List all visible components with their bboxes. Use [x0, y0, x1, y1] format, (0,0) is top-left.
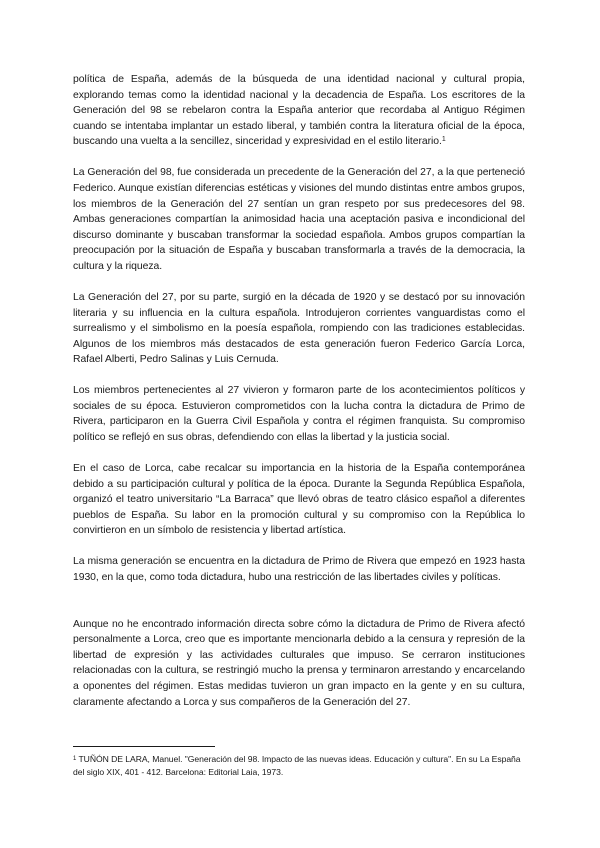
paragraph-generacion-27: La Generación del 27, por su parte, surgió en la década de 1920 y se destacó por su innovación literaria y su influencia en la cultura española. Introdujeron corrientes vanguardistas como el surrealismo y el simbolismo en la poesía española, rompiendo con las tradiciones establecidas. Algunos de los miembros más destacados de esta generación fueron Federico García Lorca, Rafael Alberti, Pedro Salinas y Luis Cernuda.	[73, 291, 525, 366]
body-text	[73, 72, 525, 710]
footnote	[73, 753, 525, 779]
footnote-marker: 1	[73, 756, 77, 762]
paragraph-censura: Aunque no he encontrado información directa sobre cómo la dictadura de Primo de Rivera afectó personalmente a Lorca, creo que es importante mencionarla debido a la censura y represión de la libertad de expresión y las actividades culturales que impuso. Se cerraron instituciones relacionadas con la cultura, se restringió mucho la prensa y terminaron arrestando y encarcelando a oponentes del régimen. Estas medidas tuvieron un gran impacto en la gente y en su cultura, claramente afectando a Lorca y sus compañeros de la Generación del 27.	[73, 618, 525, 708]
paragraph-caso-lorca: En el caso de Lorca, cabe recalcar su importancia en la historia de la España contemporánea debido a su participación cultural y política de la época. Durante la Segunda República Española, organizó el teatro universitario “La Barraca” que llevó obras de teatro clásico español a diferentes pueblos de España. Su labor en la promoción cultural y su compromiso con la República lo convirtieron en un símbolo de resistencia y libertad artística.	[73, 463, 525, 537]
footnote-reference[interactable]: 1	[441, 136, 446, 144]
footnote-divider	[73, 746, 215, 747]
paragraph-compromiso-politico: Los miembros pertenecientes al 27 vivieron y formaron parte de los acontecimientos políticos y sociales de su época. Estuvieron comprometidos con la lucha contra la dictadura de Primo de Rivera, participaron en la Guerra Civil Española y contra el régimen franquista. Su compromiso político se reflejó en sus obras, defendiendo con ellas la libertad y la justicia social.	[73, 385, 525, 444]
paragraph-generacion-98-intro: política de España, además de la búsqueda de una identidad nacional y cultural propia, explorando temas como la identidad nacional y la decadencia de España. Los escritores de la Generación del 98 se rebelaron contra la España anterior que recordaba al Antiguo Régimen cuando se intentaba implantar un estado liberal, y también contra la literatura oficial de la época, buscando una vuelta a la sencillez, sinceridad y expresividad en el estilo literario.$^1$	[73, 74, 525, 148]
footnote-text: TUÑÓN DE LARA, Manuel. "Generación del 98. Impacto de las nuevas ideas. Educación y cultura". En su La España del siglo XIX, 401 - 412. Barcelona: Editorial Laia, 1973.	[73, 754, 521, 778]
paragraph-dictadura: La misma generación se encuentra en la dictadura de Primo de Rivera que empezó en 1923 hasta 1930, en la que, como toda dictadura, hubo una restricción de las libertades civiles y políticas.	[73, 556, 525, 583]
paragraph-generacion-98-precedente: La Generación del 98, fue considerada un precedente de la Generación del 27, a la que perteneció Federico. Aunque existían diferencias estéticas y visiones del mundo distintas entre ambos grupos, los miembros de la Generación del 27 sentían un gran respeto por sus predecesores del 98. Ambas generaciones compartían la animosidad hacia una aceptación pasiva e incondicional del discurso dominante y buscaban transformar la sociedad española. Ambos grupos compartían la preocupación por la situación de España y buscaban transformarla a través de la democracia, la cultura y la riqueza.	[73, 167, 525, 272]
